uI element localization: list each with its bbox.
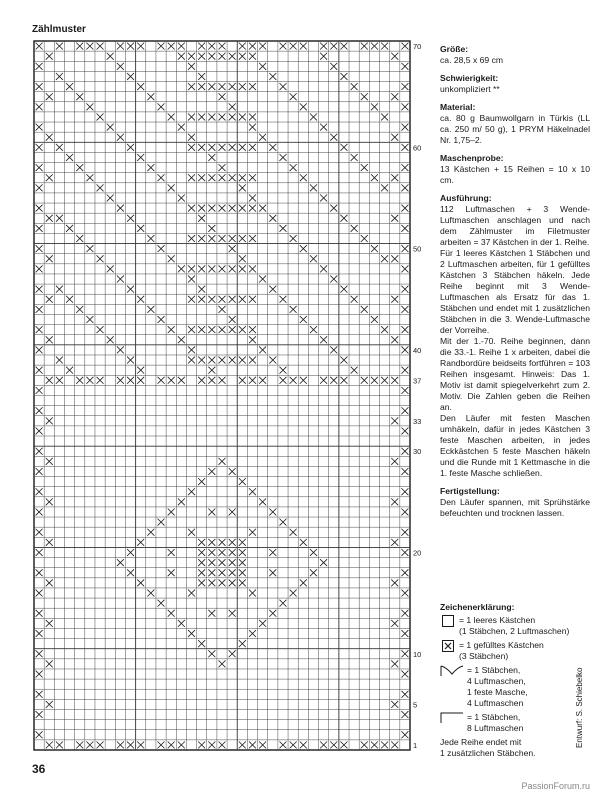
- schwierigkeit-heading: Schwierigkeit:: [440, 73, 499, 83]
- row-label: 1: [413, 740, 418, 750]
- material-text: ca. 80 g Baumwollgarn in Türkis (LL ca. 250 m/ 50 g), 1 PRYM Häkelnadel Nr. 1,75–2.: [440, 113, 590, 145]
- row-label: 20: [413, 548, 422, 558]
- row-label: 33: [413, 416, 422, 426]
- legend-filled-row: [440, 640, 590, 662]
- maschenprobe-text: 13 Kästchen + 15 Reihen = 10 x 10 cm.: [440, 164, 590, 185]
- arch-icon: [440, 665, 464, 677]
- row-label: 30: [413, 447, 422, 457]
- legend-footer: Jede Reihe endet mit 1 zusätzlichen Stäbchen.: [440, 737, 536, 758]
- legend-arch-row: [440, 665, 590, 709]
- legend: [440, 602, 590, 759]
- chart-title: Zählmuster: [32, 24, 86, 35]
- watermark: PassionForum.ru: [521, 781, 590, 791]
- row-label: 60: [413, 143, 422, 153]
- schwierigkeit-text: unkompliziert **: [440, 84, 500, 94]
- legend-bar-text: = 1 Stäbchen, 8 Luftmaschen: [467, 712, 524, 733]
- info-column: [440, 44, 590, 526]
- filled-square-icon: [440, 640, 456, 652]
- ausfuehrung-text: 112 Luftmaschen + 3 Wende-Luftmaschen anschlagen und nach dem Zählmuster im Filetmuster arbeiten = 37 Kästchen in der 1. Reihe. Für 1 leeres Kästchen 1 Stäbchen und 2 Luftmaschen arbeiten, für 1 gefülltes Kästchen 3 Stäbchen häkeln. Jede Reihe beginnt mit 3 Wende-Luftmaschen als Ersatz für das 1. Stäbchen und endet mit 1 zusätzlichen Stäbchen in die 3. Wende-Luftmasche der Vorreihe. Mit der 1.-70. Reihe beginnen, dann die 33.-1. Reihe 1 x arbeiten, dabei die Randbordüre beidseits fortführen = 103 Reihen insgesamt. Hinweis: Das 1. Motiv ist damit spiegelverkehrt zum 2. Motiv. Die Zahlen geben die Reihen an. Den Läufer mit festen Maschen umhäkeln, dafür in jedes Kästchen 3 feste Maschen arbeiten, in jedes Eckkästchen 5 feste Maschen häkeln und die Runde mit 1 Kettmasche in die 1. feste Masche schließen.: [440, 204, 590, 478]
- row-label: 5: [413, 700, 418, 710]
- material-heading: Material:: [440, 102, 476, 112]
- bar-icon: [440, 712, 464, 724]
- maschenprobe-heading: Maschenprobe:: [440, 153, 504, 163]
- ausfuehrung-heading: Ausführung:: [440, 193, 492, 203]
- empty-square-icon: [440, 615, 456, 627]
- row-label: 70: [413, 42, 422, 52]
- fertigstellung-text: Den Läufer spannen, mit Sprühstärke befeuchten und trocknen lassen.: [440, 497, 590, 518]
- legend-empty-text: = 1 leeres Kästchen (1 Stäbchen, 2 Luftmaschen): [459, 615, 570, 636]
- legend-heading: Zeichenerklärung:: [440, 602, 515, 612]
- row-label: 10: [413, 649, 422, 659]
- legend-filled-text: = 1 gefülltes Kästchen (3 Stäbchen): [459, 640, 544, 661]
- groesse-text: ca. 28,5 x 69 cm: [440, 55, 504, 65]
- legend-arch-text: = 1 Stäbchen, 4 Luftmaschen, 1 feste Masche, 4 Luftmaschen: [467, 665, 528, 708]
- design-credit: Entwurf: S. Schiebelko: [575, 667, 584, 748]
- legend-bar-row: [440, 712, 590, 734]
- page-number: 36: [32, 762, 46, 776]
- row-label: 37: [413, 376, 422, 386]
- row-label: 40: [413, 345, 422, 355]
- legend-empty-row: [440, 615, 590, 637]
- fertigstellung-heading: Fertigstellung:: [440, 486, 500, 496]
- groesse-heading: Größe:: [440, 44, 469, 54]
- row-label: 50: [413, 244, 422, 254]
